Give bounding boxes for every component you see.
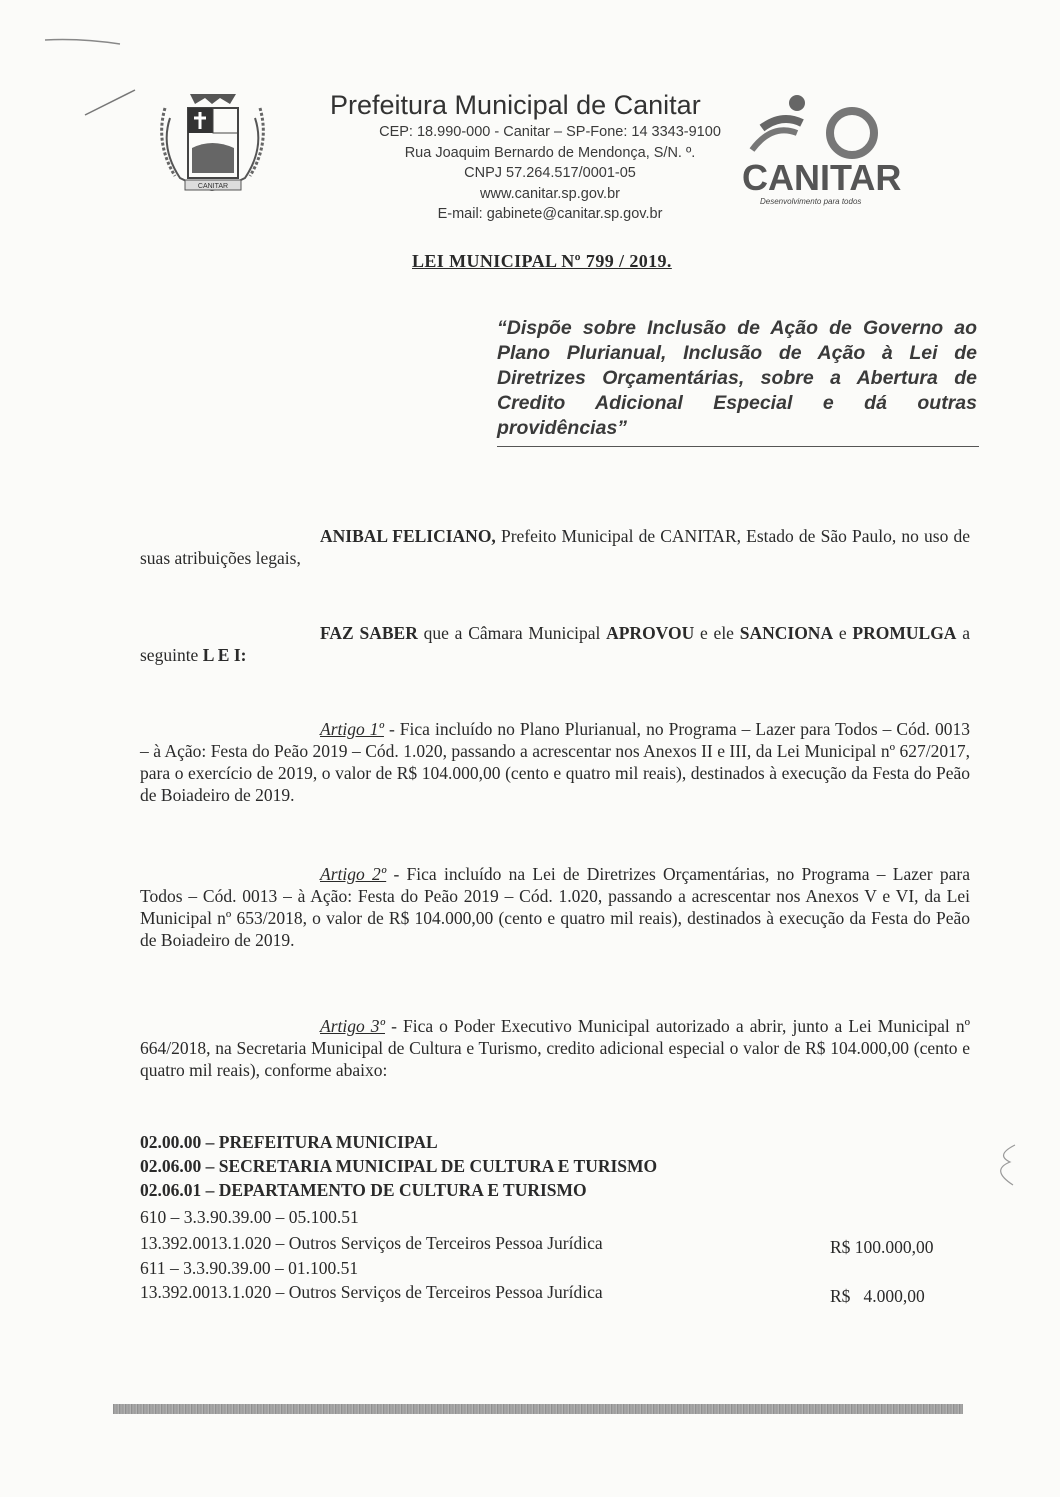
faz-saber-paragraph <box>140 622 970 666</box>
header-website-line: www.canitar.sp.gov.br <box>480 186 620 202</box>
margin-mark-decoration <box>985 1140 1025 1190</box>
budget-value: R$ 100.000,00 <box>830 1237 934 1257</box>
pen-mark-decoration <box>40 30 140 120</box>
header-email-line: E-mail: gabinete@canitar.sp.gov.br <box>437 206 663 222</box>
lei-label: L E I: <box>202 645 247 665</box>
scan-bottom-bar <box>113 1404 963 1414</box>
article-1-label: Artigo 1º <box>320 719 384 739</box>
promulga-label: PROMULGA <box>852 623 957 643</box>
budget-heading: 02.06.01 – DEPARTAMENTO DE CULTURA E TURISMO <box>140 1180 587 1200</box>
budget-line: 611 – 3.3.90.39.00 – 01.100.51 <box>140 1258 359 1278</box>
faz-saber-text-2: e ele <box>694 623 740 643</box>
ementa-rule <box>497 446 979 447</box>
budget-heading: 02.06.00 – SECRETARIA MUNICIPAL DE CULTURA E TURISMO <box>140 1156 658 1176</box>
law-title: LEI MUNICIPAL Nº 799 / 2019. <box>412 251 672 271</box>
intro-text: Prefeito Municipal de CANITAR, Estado de São Paulo, no uso de suas atribuições legais, <box>140 526 970 568</box>
budget-heading: 02.00.00 – PREFEITURA MUNICIPAL <box>140 1132 438 1152</box>
article-2 <box>140 863 970 951</box>
mayor-name: ANIBAL FELICIANO, <box>320 526 496 546</box>
budget-line: 610 – 3.3.90.39.00 – 05.100.51 <box>140 1207 359 1227</box>
intro-paragraph <box>140 525 970 569</box>
coat-of-arms-label: CANITAR <box>197 183 229 190</box>
budget-headings <box>140 1130 657 1202</box>
article-3-label: Artigo 3º <box>320 1016 385 1036</box>
sanciona-label: SANCIONA <box>739 623 834 643</box>
canitar-logo <box>742 88 917 208</box>
aprovou-label: APROVOU <box>606 623 695 643</box>
article-2-label: Artigo 2º <box>320 864 387 884</box>
logo-wordmark: CANITAR <box>742 157 902 198</box>
header-title: Prefeitura Municipal de Canitar <box>330 90 701 120</box>
header-cnpj-line: CNPJ 57.264.517/0001-05 <box>464 165 636 181</box>
header-address-line: CEP: 18.990-000 - Canitar – SP-Fone: 14 3343-9100 <box>379 124 721 140</box>
ementa: “Dispõe sobre Inclusão de Ação de Governo ao Plano Plurianual, Inclusão de Ação à Lei de Diretrizes Orçamentárias, sobre a Abertura de Credito Adicional Especial e dá outras providências” <box>497 317 977 439</box>
faz-saber-label: FAZ SABER <box>320 623 418 643</box>
header-street-line: Rua Joaquim Bernardo de Mendonça, S/N. º. <box>404 145 696 161</box>
coat-of-arms-image <box>150 88 275 198</box>
faz-saber-text-1: que a Câmara Municipal <box>417 623 607 643</box>
logo-tagline: Desenvolvimento para todos <box>760 197 862 206</box>
budget-line: 13.392.0013.1.020 – Outros Serviços de Terceiros Pessoa Jurídica <box>140 1282 603 1302</box>
article-1-text: - Fica incluído no Plano Plurianual, no Programa – Lazer para Todos – Cód. 0013 – à Ação: Festa do Peão 2019 – Cód. 1.020, passando a acrescentar nos Anexos II e III, da Lei Municipal nº 627/2017, para o exercício de 2019, o valor de R$ 104.000,00 (cento e quatro mil reais), destinados à execução da Festa do Peão de Boiadeiro de 2019. <box>140 719 970 805</box>
article-2-text: - Fica incluído na Lei de Diretrizes Orçamentárias, no Programa – Lazer para Todos – Cód. 0013 – à Ação: Festa do Peão 2019 – Cód. 1.020, passando a acrescentar nos Anexos V e VI, da Lei Municipal nº 653/2018, o valor de R$ 104.000,00 (cento e quatro mil reais), destinados à execução da Festa do Peão de Boiadeiro de 2019. <box>140 864 971 950</box>
article-3-text: - Fica o Poder Executivo Municipal autorizado a abrir, junto a Lei Municipal nº 664/2018, na Secretaria Municipal de Cultura e Turismo, credito adicional especial o valor de R$ 104.000,00 (cento e quatro mil reais), conforme abaixo: <box>140 1016 970 1080</box>
faz-saber-text-4: a seguinte <box>140 623 970 665</box>
budget-line: 13.392.0013.1.020 – Outros Serviços de Terceiros Pessoa Jurídica <box>140 1233 603 1253</box>
budget-value: R$ 4.000,00 <box>830 1286 925 1306</box>
faz-saber-text-3: e <box>833 623 853 643</box>
article-3 <box>140 1015 970 1081</box>
article-1 <box>140 718 970 806</box>
